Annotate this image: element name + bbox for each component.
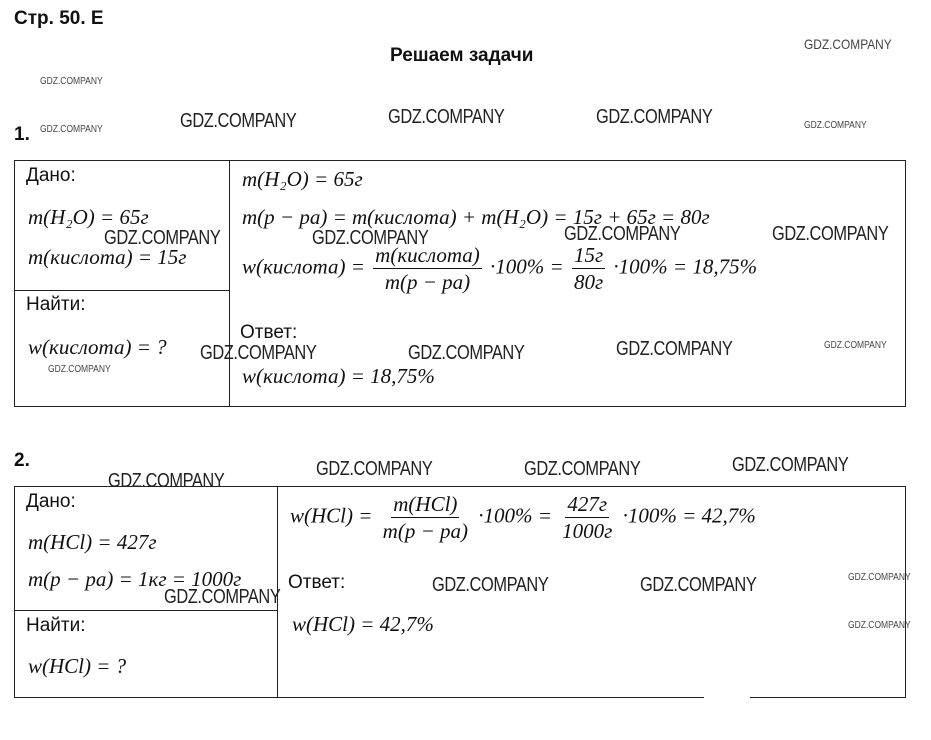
watermark: GDZ.COMPANY bbox=[48, 364, 111, 375]
watermark: GDZ.COMPANY bbox=[432, 574, 549, 596]
task1-table-right bbox=[905, 160, 906, 407]
task1-given-find-divider bbox=[14, 290, 230, 291]
task1-given-1: m(H₂O) = 65г bbox=[28, 205, 149, 229]
task2-w-label: w(HCl) = bbox=[290, 503, 373, 528]
watermark: GDZ.COMPANY bbox=[616, 338, 733, 360]
task1-frac1-den: m(р − ра) bbox=[384, 270, 471, 294]
task2-table-bottom bbox=[14, 697, 704, 698]
task1-table-top bbox=[14, 160, 906, 161]
watermark: GDZ.COMPANY bbox=[180, 110, 297, 132]
task1-mid: ·100% = bbox=[490, 254, 564, 279]
task2-given-1: m(HCl) = 427г bbox=[28, 530, 157, 554]
task2-answer-label: Ответ: bbox=[288, 572, 346, 593]
watermark: GDZ.COMPANY bbox=[388, 106, 505, 128]
watermark: GDZ.COMPANY bbox=[732, 454, 849, 476]
watermark: GDZ.COMPANY bbox=[108, 470, 225, 492]
watermark: GDZ.COMPANY bbox=[824, 340, 887, 351]
watermark: GDZ.COMPANY bbox=[596, 106, 713, 128]
task1-w-label: w(кислота) = bbox=[242, 254, 365, 279]
task2-answer: w(HCl) = 42,7% bbox=[292, 612, 434, 636]
watermark: GDZ.COMPANY bbox=[40, 76, 103, 87]
task1-result: ·100% = 18,75% bbox=[613, 254, 758, 279]
task1-frac2-num: 15г bbox=[573, 243, 604, 267]
watermark: GDZ.COMPANY bbox=[200, 342, 317, 364]
task1-solution-line2: m(р − ра) = m(кислота) + m(H₂O) = 15г + 65г = 80г bbox=[242, 205, 710, 229]
task1-find: w(кислота) = ? bbox=[28, 335, 167, 359]
task1-table-left bbox=[14, 160, 15, 407]
task1-frac1-num: m(кислота) bbox=[375, 243, 480, 267]
watermark: GDZ.COMPANY bbox=[316, 458, 433, 480]
task2-table-left bbox=[14, 486, 15, 698]
watermark: GDZ.COMPANY bbox=[104, 227, 221, 249]
task2-number: 2. bbox=[14, 450, 30, 471]
task1-solution-line3 bbox=[242, 243, 757, 294]
watermark: GDZ.COMPANY bbox=[848, 572, 911, 583]
task1-table-divider bbox=[229, 160, 230, 407]
task2-frac2-num: 427г bbox=[567, 492, 608, 516]
task2-given-2: m(р − ра) = 1кг = 1000г bbox=[28, 567, 242, 591]
task2-solution bbox=[290, 492, 756, 543]
task2-given-find-divider bbox=[14, 610, 278, 611]
watermark: GDZ.COMPANY bbox=[408, 342, 525, 364]
task1-frac2-den: 80г bbox=[573, 270, 604, 294]
task2-find-label: Найти: bbox=[26, 615, 86, 636]
page-header: Стр. 50. Е bbox=[14, 8, 104, 29]
watermark: GDZ.COMPANY bbox=[640, 574, 757, 596]
task1-given-2: m(кислота) = 15г bbox=[28, 245, 187, 269]
watermark: GDZ.COMPANY bbox=[804, 120, 867, 131]
task1-answer-label: Ответ: bbox=[240, 322, 298, 343]
task2-result: ·100% = 42,7% bbox=[622, 503, 756, 528]
page-title: Решаем задачи bbox=[390, 45, 534, 66]
task2-find: w(HCl) = ? bbox=[28, 654, 127, 678]
watermark: GDZ.COMPANY bbox=[164, 586, 281, 608]
watermark: GDZ.COMPANY bbox=[848, 620, 911, 631]
task2-table-right bbox=[905, 486, 906, 698]
task2-fraction-2 bbox=[560, 492, 614, 543]
task2-frac1-num: m(HCl) bbox=[393, 492, 458, 516]
watermark: GDZ.COMPANY bbox=[804, 36, 892, 52]
watermark: GDZ.COMPANY bbox=[564, 223, 681, 245]
task1-table-bottom bbox=[14, 406, 906, 407]
task2-fraction-1 bbox=[381, 492, 470, 543]
task2-frac2-den: 1000г bbox=[562, 519, 613, 543]
task2-frac1-den: m(р − ра) bbox=[382, 519, 468, 543]
task2-given-label: Дано: bbox=[26, 491, 76, 512]
watermark: GDZ.COMPANY bbox=[772, 223, 889, 245]
task1-find-label: Найти: bbox=[26, 294, 86, 315]
watermark: GDZ.COMPANY bbox=[524, 458, 641, 480]
task1-fraction-2 bbox=[572, 243, 605, 294]
watermark: GDZ.COMPANY bbox=[312, 227, 429, 249]
task1-number: 1. bbox=[14, 124, 30, 145]
task1-solution-line1: m(H₂O) = 65г bbox=[242, 167, 363, 191]
task1-answer: w(кислота) = 18,75% bbox=[242, 364, 435, 388]
task2-mid: ·100% = bbox=[478, 503, 552, 528]
task2-table-bottom-right bbox=[750, 697, 906, 698]
task1-given-label: Дано: bbox=[26, 165, 76, 186]
watermark: GDZ.COMPANY bbox=[40, 124, 103, 135]
task1-fraction-1 bbox=[373, 243, 482, 294]
